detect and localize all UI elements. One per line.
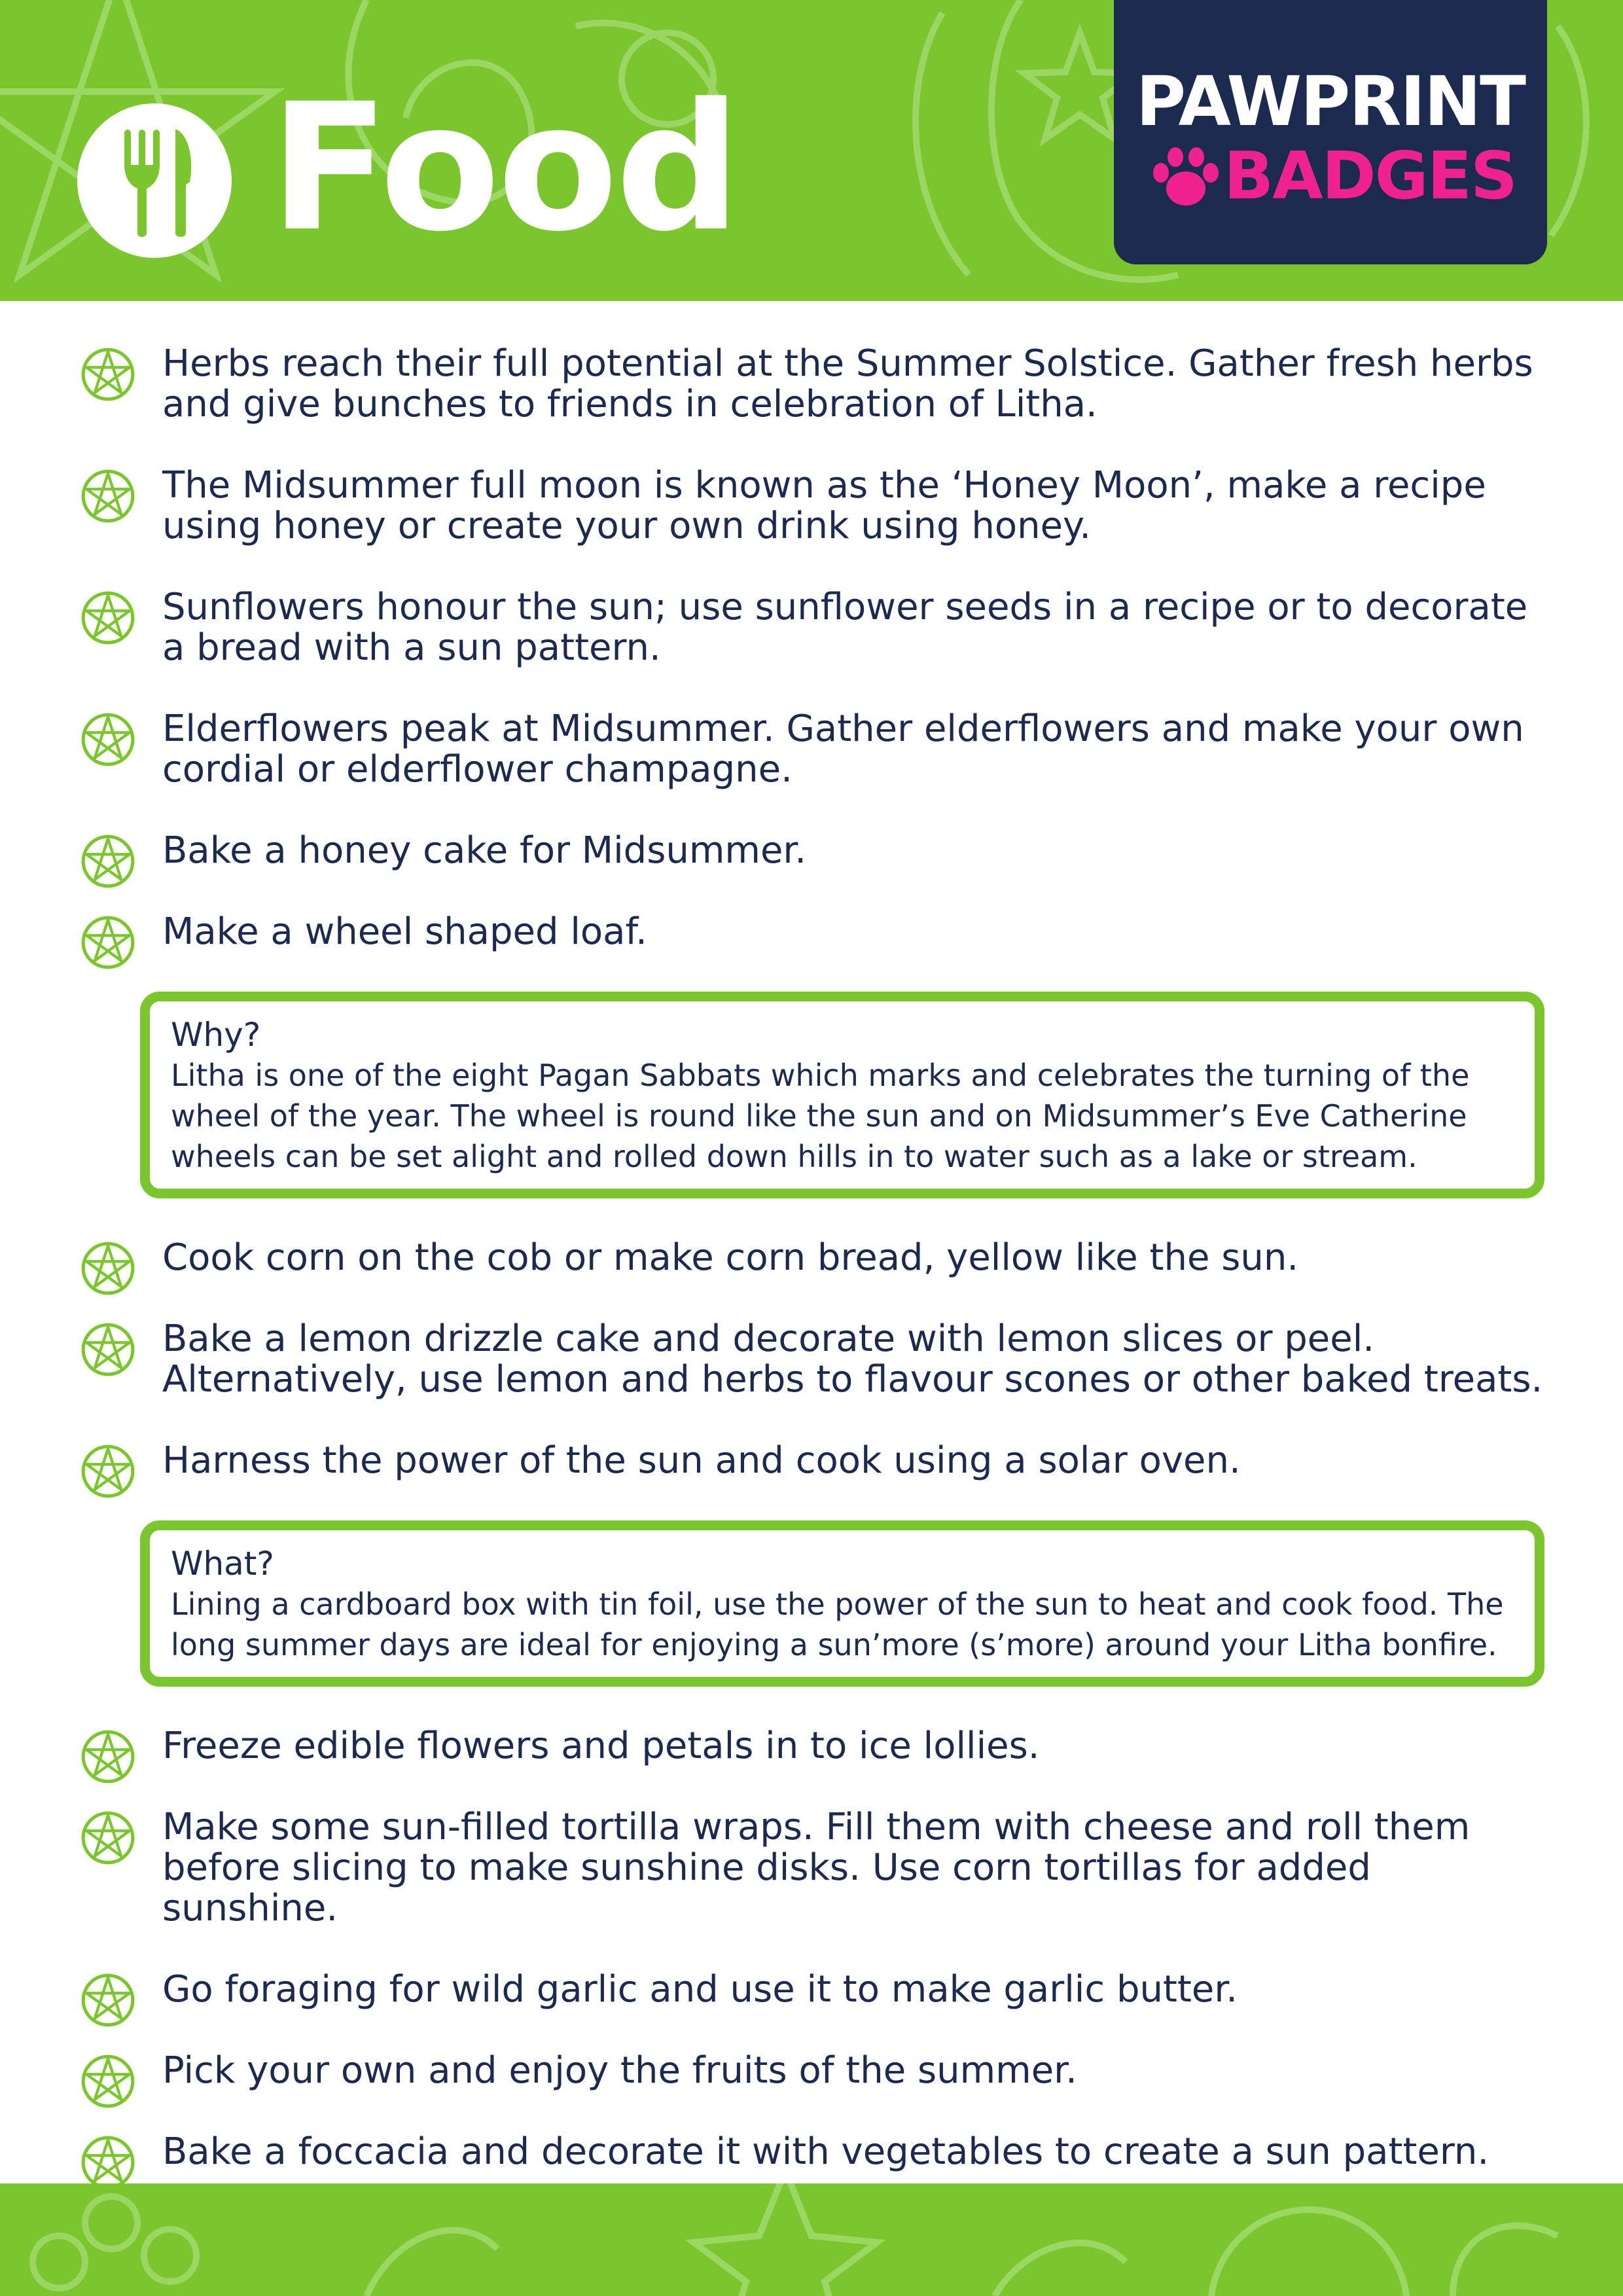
list-item [0, 1807, 1623, 1929]
list-item [0, 1238, 1623, 1278]
list-item-text: Go foraging for wild garlic and use it to make garlic butter. [162, 1968, 1238, 2011]
why-box-title: Why? [171, 1016, 261, 1054]
footer-banner [0, 2183, 1623, 2296]
list-item-text: Herbs reach their full potential at the Summer Solstice. Gather fresh herbs and give bunches to friends in celebration of Litha. [162, 342, 1533, 425]
list-item-text: Bake a honey cake for Midsummer. [162, 829, 807, 872]
list-item-text: Cook corn on the cob or make corn bread, yellow like the sun. [162, 1236, 1299, 1279]
list-item-text: Pick your own and enjoy the fruits of the summer. [162, 2049, 1077, 2092]
list-item [0, 465, 1623, 547]
activity-list [0, 344, 1623, 2172]
list-item-text: Bake a lemon drizzle cake and decorate with lemon slices or peel. Alternatively, use lemon and herbs to flavour scones or other baked treats. [162, 1318, 1543, 1401]
header-banner [0, 0, 1623, 301]
pentacle-icon [80, 590, 136, 646]
pentacle-icon [80, 711, 136, 768]
what-box-text: Lining a cardboard box with tin foil, use the power of the sun to heat and cook food. The long summer days are ideal for enjoying a sun’more (s’more) around your Litha bonfire. [171, 1587, 1504, 1662]
list-item-text: The Midsummer full moon is known as the ‘Honey Moon’, make a recipe using honey or create your own drink using honey. [162, 464, 1486, 547]
why-box-text: Litha is one of the eight Pagan Sabbats which marks and celebrates the turning of the wheel of the year. The wheel is round like the sun and on Midsummer’s Eve Catherine wheels can be set alight and rolled down hills in to water such as a lake or stream. [171, 1058, 1470, 1174]
decorative-pattern [0, 2183, 1623, 2296]
list-item-text: Sunflowers honour the sun; use sunflower seeds in a recipe or to decorate a bread with a sun pattern. [162, 586, 1528, 669]
paw-icon [1152, 147, 1220, 209]
list-item [0, 2051, 1623, 2091]
list-item-text: Make a wheel shaped loaf. [162, 910, 647, 953]
pentacle-icon [80, 1729, 136, 1785]
list-item [0, 831, 1623, 871]
pentacle-icon [80, 2134, 136, 2191]
pentacle-icon [80, 1443, 136, 1499]
pentacle-icon [80, 346, 136, 403]
list-item [0, 1441, 1623, 1481]
list-item [0, 2132, 1623, 2172]
what-box-title: What? [171, 1545, 274, 1583]
pentacle-icon [80, 1810, 136, 1866]
pentacle-icon [80, 468, 136, 524]
what-info-box [140, 1520, 1544, 1687]
brand-logo [1114, 0, 1547, 264]
list-item-text: Bake a foccacia and decorate it with vegetables to create a sun pattern. [162, 2130, 1489, 2173]
list-item [0, 1726, 1623, 1767]
list-item [0, 709, 1623, 790]
list-item [0, 587, 1623, 668]
pentacle-icon [80, 1240, 136, 1297]
list-item-text: Freeze edible flowers and petals in to ice lollies. [162, 1725, 1040, 1767]
list-item-text: Harness the power of the sun and cook using a solar oven. [162, 1439, 1241, 1482]
list-item [0, 912, 1623, 952]
logo-text-badges: BADGES [1224, 137, 1517, 214]
pentacle-icon [80, 1321, 136, 1378]
list-item [0, 1969, 1623, 2010]
pentacle-icon [80, 914, 136, 971]
fork-knife-icon [77, 103, 232, 258]
pentacle-icon [80, 1972, 136, 2028]
page-title: Food [270, 66, 739, 270]
logo-text-pawprint: PAWPRINT [1135, 62, 1525, 141]
list-item [0, 344, 1623, 425]
list-item-text: Elderflowers peak at Midsummer. Gather elderflowers and make your own cordial or elderflower champagne. [162, 708, 1524, 791]
list-item-text: Make some sun-filled tortilla wraps. Fill them with cheese and roll them before slicing to make sunshine disks. Use corn tortillas for added sunshine. [162, 1806, 1471, 1929]
why-info-box [140, 992, 1544, 1198]
list-item [0, 1319, 1623, 1400]
pentacle-icon [80, 833, 136, 889]
pentacle-icon [80, 2053, 136, 2109]
